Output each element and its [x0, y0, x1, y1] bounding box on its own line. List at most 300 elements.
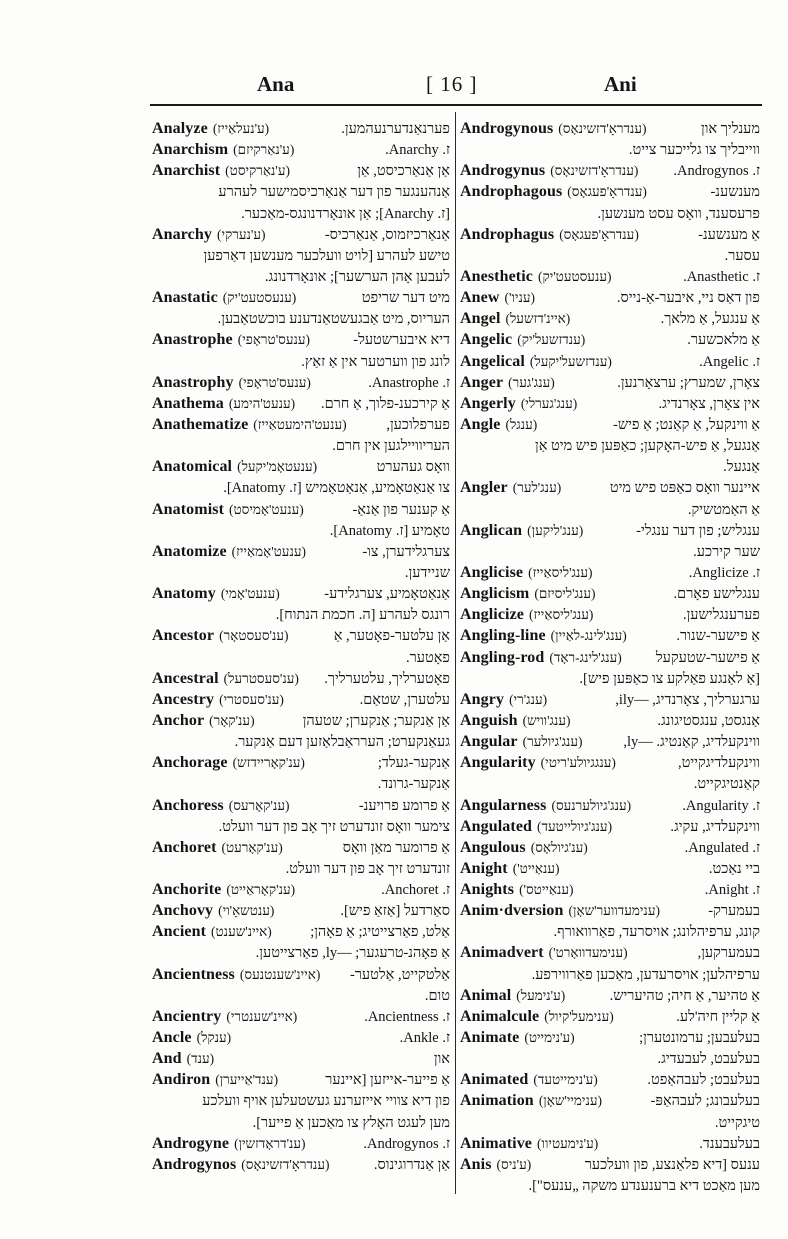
definition: אַנאַרכיזמוס, אַנאַרכיס- [324, 226, 450, 243]
entry-line [152, 625, 450, 646]
continuation-line [152, 816, 450, 837]
line-content [460, 520, 760, 541]
entry-head [152, 139, 294, 160]
pronunciation: (ענעט'הימע) [228, 395, 296, 411]
line-content [460, 500, 760, 520]
entry-head [152, 689, 284, 710]
definition: איינער וואָס כאַפּט פיש מיט [609, 480, 760, 497]
line-content [460, 752, 760, 773]
line-content [152, 583, 450, 604]
entry-head [460, 942, 628, 963]
line-content [460, 457, 760, 477]
pronunciation: (ענעס'טראָפי) [237, 332, 310, 348]
pronunciation: (ענדראָ'פעגאָס) [567, 184, 647, 200]
entry-head [460, 625, 627, 646]
headword: Anew [460, 289, 500, 307]
headword: Angulated [460, 817, 533, 835]
headword: Angelical [460, 352, 525, 370]
continuation-line [460, 964, 760, 985]
line-content [152, 393, 450, 414]
headword: Anglicize [460, 606, 524, 624]
headword: Animated [460, 1071, 529, 1089]
line-content [152, 689, 450, 710]
entry-head [460, 477, 561, 498]
pronunciation: (ענג'ליקען) [527, 522, 584, 538]
line-content [460, 181, 760, 202]
entry-head [460, 731, 583, 752]
entry-line [460, 118, 760, 139]
pronunciation: (ענג'ליסיזם) [534, 586, 596, 602]
line-content [460, 246, 760, 266]
pronunciation: (ענעטאָמ'יקעל) [237, 459, 318, 475]
header-rule [150, 104, 762, 106]
line-content [460, 731, 760, 752]
definition: צערגלידערן, צו- [362, 543, 450, 560]
entry-head [460, 795, 631, 816]
entry-line [460, 858, 760, 879]
entry-head [460, 752, 616, 773]
pronunciation: (ענ'דראָדזשין) [234, 1135, 306, 1151]
headword: Anastrophe [152, 331, 233, 349]
definition: אַ טהיער, אַ חיה; טהיעריש. [609, 987, 760, 1004]
entry-head [460, 308, 570, 329]
line-content [460, 922, 760, 942]
entry-head [152, 921, 272, 942]
definition: אַן עלטער-פאָטער, אַ [333, 628, 450, 645]
headword: Ancientness [152, 965, 235, 983]
continuation-line [152, 731, 450, 752]
entry-line [152, 414, 450, 435]
entry-head [460, 710, 571, 731]
definition: מען מאַכט דיא ברענענדע משקה „ענעס"]. [528, 1178, 760, 1195]
definition: אַ ענגעל, אַ מלאך. [660, 311, 760, 328]
entry-line [152, 393, 450, 414]
entry-line [460, 752, 760, 773]
line-content [460, 774, 760, 794]
definition: ז. Anarchy. [385, 142, 450, 159]
line-content [460, 204, 760, 224]
line-content [460, 710, 760, 731]
line-content [152, 774, 450, 794]
entry-head [152, 879, 295, 900]
definition: אַן אַנקער; אַנקערן; שטעהן [302, 712, 450, 729]
entry-head [152, 118, 269, 139]
entry-head [460, 372, 555, 393]
line-content [460, 879, 760, 900]
line-content [152, 1133, 450, 1154]
entry-line [152, 541, 450, 562]
definition: אַנהענגער פון דער אַנאַרכיסמישער לעהרע [218, 184, 450, 201]
line-content [152, 478, 450, 498]
line-content [152, 859, 450, 879]
continuation-line [460, 668, 760, 689]
line-content [460, 140, 760, 160]
definition: ענעס [דיא פלאַנצע, פון וועלכער [584, 1156, 760, 1173]
pronunciation: (ענגל) [505, 416, 538, 432]
line-content [460, 816, 760, 837]
line-content [152, 139, 450, 160]
line-content [460, 1090, 760, 1111]
pronunciation: (ענ'קאָריידזש) [232, 755, 305, 771]
continuation-line [152, 1090, 450, 1111]
entry-head [152, 1027, 231, 1048]
line-content [460, 542, 760, 562]
definition: וואָס געהערט [376, 459, 450, 476]
entry-line [152, 964, 450, 985]
entry-line [460, 160, 760, 181]
definition: ביי נאַכט. [708, 860, 760, 877]
pronunciation: (ע'נאַרקיזם) [233, 142, 295, 158]
line-content [152, 182, 450, 202]
line-content [152, 521, 450, 541]
pronunciation: (ענג'גער) [508, 374, 555, 390]
definition: אַנאַטאָמיע, צערגלידע- [324, 586, 450, 603]
entry-head [460, 689, 547, 710]
headword: Angelic [460, 331, 513, 349]
pronunciation: (ענאַייטס') [519, 882, 574, 898]
pronunciation: (ענ'קאָר) [209, 712, 255, 728]
definition: ווינקעלדיג, עקיג. [670, 818, 760, 835]
headword: Animative [460, 1134, 533, 1152]
line-content [152, 436, 450, 456]
definition: ז. Anastrophe. [368, 374, 450, 391]
headword: Anchorite [152, 881, 222, 899]
line-content [152, 921, 450, 942]
entry-line [460, 1154, 760, 1175]
entry-head [460, 520, 583, 541]
entry-line [152, 1154, 450, 1175]
page-number: [ 16 ] [426, 72, 478, 96]
headword: Anguish [460, 711, 518, 729]
pronunciation: (ענג'גיולערנעס) [551, 797, 632, 813]
line-content [152, 246, 450, 266]
pronunciation: (ענ'קאָרעט) [221, 839, 283, 855]
line-content [460, 583, 760, 604]
continuation-line [460, 1048, 760, 1069]
continuation-line [152, 604, 450, 625]
pronunciation: (ע'נימעטיוו) [537, 1135, 599, 1151]
definition: אַלט, פאַרצייטיג; אַ פאָהן; [310, 924, 450, 941]
pronunciation: (ענעסטעט'יק) [537, 268, 612, 284]
definition: ז. Ankle. [399, 1030, 450, 1047]
entry-head [152, 710, 255, 731]
definition: ווינקעלדיגקייט, [678, 755, 760, 772]
definition: עסער. [724, 247, 760, 264]
continuation-line [152, 308, 450, 329]
continuation-line [460, 139, 760, 160]
entry-head [152, 541, 306, 562]
continuation-line [460, 203, 760, 224]
entry-line [152, 837, 450, 858]
definition: אַלטקייט, אַלטער- [349, 966, 450, 983]
pronunciation: (עניו') [504, 290, 535, 306]
entry-head [460, 118, 647, 139]
continuation-line [460, 1175, 760, 1196]
headword: Animation [460, 1092, 534, 1110]
entry-line [460, 308, 760, 329]
line-content [460, 266, 760, 287]
headword: Anatomical [152, 458, 233, 476]
line-content [152, 648, 450, 668]
definition: ז. Angelic. [699, 353, 760, 370]
definition: פרעסענד, וואָס עסט מענשען. [597, 205, 760, 222]
entry-head [460, 1154, 531, 1175]
entry-line [460, 329, 760, 350]
line-content [460, 414, 760, 435]
entry-line [152, 372, 450, 393]
continuation-line [152, 942, 450, 963]
line-content [152, 372, 450, 393]
entry-head [460, 879, 574, 900]
pronunciation: (ענג'ליסאַייז) [528, 564, 593, 580]
entry-head [152, 224, 265, 245]
entry-line [460, 583, 760, 604]
headword: Anarchist [152, 162, 221, 180]
definition: אַ קליין חיה'לע. [676, 1008, 760, 1025]
definition: ווייבליך צו גלייכער צייט. [628, 142, 760, 159]
continuation-line [152, 562, 450, 583]
entry-line [152, 668, 450, 689]
pronunciation: (איינ'שענטנעס) [239, 966, 321, 982]
headword: Angling-line [460, 627, 546, 645]
headword: Ancestor [152, 627, 215, 645]
entry-head [152, 499, 304, 520]
definition: עלטערן, שטאַם. [359, 691, 450, 708]
entry-line [152, 1133, 450, 1154]
entry-line [152, 456, 450, 477]
definition: אַ פרומער מאַן וואָס [342, 839, 450, 856]
definition: [ז. Anarchy]; אַן אונאָרדנונגס-מאַכער. [241, 205, 450, 222]
definition: זונדערט זיך אָב פון דער וועלט. [285, 860, 450, 877]
continuation-line [152, 520, 450, 541]
line-content [152, 541, 450, 562]
right-column [460, 118, 760, 1208]
line-content [460, 436, 760, 456]
pronunciation: (ענעס'טראָפי) [238, 374, 311, 390]
definition: פון דאַס ניי, איבער-אַ-נייס. [616, 290, 760, 307]
entry-head [152, 583, 280, 604]
pronunciation: (ענג'וויש) [522, 712, 571, 728]
line-content [460, 393, 760, 414]
line-content [152, 267, 450, 287]
definition: און [433, 1051, 450, 1068]
line-content [460, 224, 760, 245]
line-content [152, 499, 450, 520]
entry-head [460, 266, 611, 287]
pronunciation: (ענקל) [196, 1030, 232, 1046]
headword: Andiron [152, 1071, 211, 1089]
line-content [152, 309, 450, 329]
headword: Analyze [152, 120, 208, 137]
definition: ז. Androgynos. [363, 1135, 450, 1152]
entry-line [152, 1006, 450, 1027]
line-content [152, 118, 450, 139]
entry-line [152, 1027, 450, 1048]
line-content [460, 160, 760, 181]
continuation-line [152, 773, 450, 794]
definition: אַנקער-גרונד. [377, 776, 450, 793]
pronunciation: (ענ'קאָראַייט) [226, 882, 296, 898]
line-content [152, 879, 450, 900]
line-content [152, 563, 450, 583]
pronunciation: (ענג'לינג-לאַיין) [550, 628, 627, 644]
entry-line [460, 710, 760, 731]
continuation-line [152, 351, 450, 372]
entry-head [460, 604, 593, 625]
definition: אַ פישער-שנור. [676, 628, 760, 645]
continuation-line [152, 1112, 450, 1133]
headword: Ancientry [152, 1007, 222, 1025]
headword: Ancient [152, 923, 207, 941]
line-content [152, 1069, 450, 1090]
entry-head [460, 858, 560, 879]
definition: ז. Anchoret. [381, 882, 450, 899]
definition: אַ מענשענ- [698, 226, 760, 243]
headword: Anarchy [152, 225, 212, 243]
definition: ז. Anight. [704, 882, 760, 899]
definition: פערענגלישען. [682, 607, 760, 624]
entry-head [460, 583, 596, 604]
definition: רונגס לעהרע [ה. חכמת הנתוח]. [275, 607, 450, 624]
line-content [460, 372, 760, 393]
headword: Ancestry [152, 690, 215, 708]
definition: העריוויילגען אין חרם. [332, 438, 450, 455]
headword: Angularity [460, 754, 536, 772]
headword: Anastatic [152, 289, 218, 307]
entry-line [152, 795, 450, 816]
definition: בעמערק- [708, 903, 760, 920]
entry-line [152, 583, 450, 604]
line-content [152, 204, 450, 224]
entry-line [152, 499, 450, 520]
definition: ערפיהלען; אויסרעדען, מאַכען פאַרווירפע. [531, 966, 760, 983]
entry-line [460, 224, 760, 245]
pronunciation: (ענדזשעל'יק) [517, 332, 586, 348]
headword: Angler [460, 479, 508, 497]
line-content [152, 964, 450, 985]
entry-line [152, 160, 450, 181]
pronunciation: (ענדזשעל'יקעל) [529, 353, 612, 369]
entry-line [460, 1090, 760, 1111]
entry-line [460, 900, 760, 921]
headword: Androgynos [152, 1155, 237, 1173]
definition: אַנגעל, אַ פיש-האָקען; כאַפּען פיש מיט אַן [535, 438, 760, 455]
pronunciation: (איינ'דזשעל) [505, 311, 571, 327]
headword: Animal [460, 986, 512, 1004]
line-content [152, 752, 450, 773]
line-content [152, 287, 450, 308]
definition: ווינקעלדיג, קאַנטיג. —ly, [623, 734, 760, 751]
line-content [460, 308, 760, 329]
definition: פערפלוכען, [386, 416, 450, 433]
definition: אַן אַנאַרכיסט, אַן [357, 163, 450, 180]
entry-line [460, 393, 760, 414]
line-content [152, 900, 450, 921]
entry-line [460, 837, 760, 858]
headword: Anatomist [152, 500, 225, 518]
entry-line [460, 1027, 760, 1048]
continuation-line [152, 203, 450, 224]
definition: שניידען. [404, 564, 450, 581]
entry-head [152, 329, 310, 350]
entry-head [152, 752, 305, 773]
headword: Angerly [460, 394, 516, 412]
pronunciation: (ע'נערקי) [216, 226, 266, 242]
definition: בעלעבט, לעבעדיג. [657, 1051, 760, 1068]
continuation-line [152, 435, 450, 456]
entry-head [460, 1133, 598, 1154]
entry-head [460, 351, 612, 372]
headword: Angling-rod [460, 648, 545, 666]
entry-head [460, 329, 585, 350]
definition: מענליך און [701, 121, 760, 137]
headword: Angle [460, 415, 501, 433]
line-content [152, 986, 450, 1006]
pronunciation: (איינ'שענט) [211, 924, 272, 940]
headword: Angulous [460, 838, 526, 856]
line-content [152, 605, 450, 625]
entry-line [460, 477, 760, 498]
entry-line [460, 985, 760, 1006]
pronunciation: (ענג'גיולער) [522, 734, 583, 750]
headword: Anglican [460, 521, 523, 539]
definition: טום. [424, 987, 450, 1004]
line-content [152, 352, 450, 372]
entry-line [460, 562, 760, 583]
definition: אַ ווינקעל, אַ קאַנט; אַ פיש- [613, 416, 760, 433]
entry-line [460, 1133, 760, 1154]
line-content [460, 795, 760, 816]
headword: Anchoret [152, 838, 217, 856]
headword: Animate [460, 1029, 520, 1047]
definition: אַ פישער-שטעקעל [655, 649, 760, 666]
line-content [460, 837, 760, 858]
definition: לונג פון ווערטער אין אַ זאַץ. [301, 353, 450, 370]
line-content [460, 1069, 760, 1090]
line-content [152, 795, 450, 816]
pronunciation: (ע'נימייט) [524, 1030, 575, 1046]
pronunciation: (ענ'סעסטאָר) [219, 628, 289, 644]
headword: Anatomy [152, 585, 216, 603]
definition: פון דיא צוויי אייזערנע געשטעלען אויף וועלכע [202, 1093, 450, 1110]
headword: Anis [460, 1155, 492, 1173]
line-content [460, 985, 760, 1006]
line-content [152, 224, 450, 245]
headword: Angel [460, 310, 501, 328]
entry-line [460, 731, 760, 752]
definition: העריוס, מיט אַבגעשטאַנדענע בוכשטאַבען. [217, 311, 450, 328]
line-content [152, 625, 450, 646]
entry-head [152, 160, 290, 181]
continuation-line [152, 266, 450, 287]
line-content [152, 414, 450, 435]
definition: ז. Angulated. [684, 839, 760, 856]
definition: אַ פאָהנ-טרעגער; —ly, פאַרצייטען. [255, 945, 450, 962]
definition: טאָמיע [ז. Anatomy]. [329, 522, 450, 539]
line-content [152, 1091, 450, 1111]
pronunciation: (ע'ניס) [496, 1156, 532, 1172]
entry-head [460, 837, 588, 858]
header-left-guide-word: Ana [257, 72, 295, 96]
line-content [460, 669, 760, 689]
entry-line [460, 181, 760, 202]
pronunciation: (ענדראָ'דזשינאָס) [558, 121, 647, 136]
definition: מיט דער שריפט [361, 290, 450, 307]
definition: אַ האַמטשיק. [687, 501, 760, 518]
definition: אַ פרומע פרויענ- [358, 797, 450, 814]
line-content [460, 1113, 760, 1133]
definition: אַ קירכענ-פלוך, אַ חרם. [320, 395, 450, 412]
